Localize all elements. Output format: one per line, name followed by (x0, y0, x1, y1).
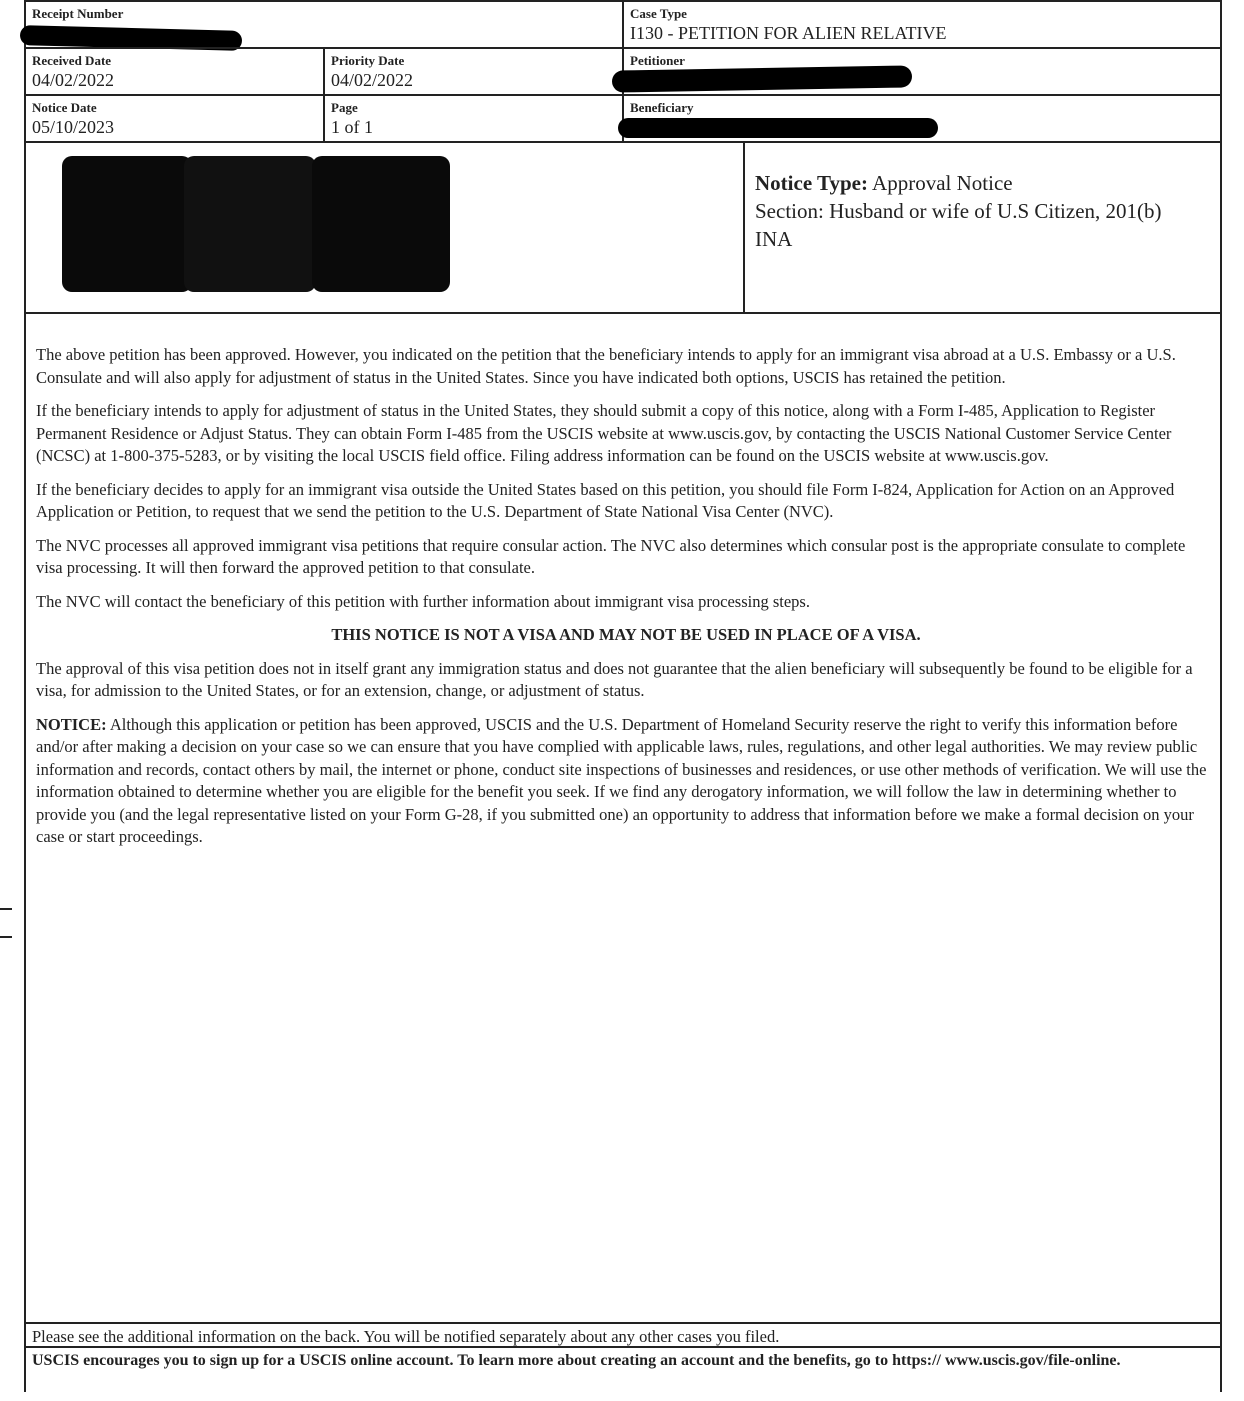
section-line: Section: Husband or wife of U.S Citizen, 201(b) (755, 199, 1162, 223)
priority-date-value: 04/02/2022 (331, 70, 414, 90)
notice-type-line (755, 169, 1210, 197)
case-type-value: I130 - PETITION FOR ALIEN RELATIVE (630, 23, 947, 43)
received-date-cell (24, 47, 325, 96)
case-type-cell (622, 0, 1222, 49)
margin-mark (0, 936, 12, 938)
beneficiary-label: Beneficiary (630, 100, 694, 115)
notice-type-value: Approval Notice (872, 171, 1013, 195)
received-date-label: Received Date (32, 53, 112, 68)
page-label: Page (331, 100, 358, 115)
redacted-logo-block (184, 156, 316, 292)
redacted-beneficiary-name (618, 118, 938, 138)
case-type-label: Case Type (630, 6, 687, 21)
notice-label: NOTICE: (36, 714, 107, 734)
redacted-logo-block (62, 156, 192, 292)
notice-date-cell (24, 94, 325, 143)
notice-text: Although this application or petition has been approved, USCIS and the U.S. Department of Homeland Security reserve the right to verify this information before and/or after making a decision on your case so we can ensure that you have complied with applicable laws, rules, regulations, and other legal authorities. We may review public information and records, contact others by mail, the internet or phone, conduct site inspections of businesses and residences, or use other methods of verification. We will use the information obtained to determine whether you are eligible for the benefit you seek. If we find any derogatory information, we will follow the law in determining whether to provide you (and the legal representative listed on your Form G-28, if you submitted one) an opportunity to address that information before we make a formal decision on your case or start proceedings. (36, 714, 1207, 846)
petitioner-label: Petitioner (630, 53, 685, 68)
received-date-value: 04/02/2022 (32, 70, 115, 90)
body-text (36, 344, 1216, 860)
notice-date-label: Notice Date (32, 100, 97, 115)
paragraph: The approval of this visa petition does not in itself grant any immigration status and does not guarantee that the alien beneficiary will subsequently be found to be eligible for a visa, for admission to the United States, or for an extension, change, or adjustment of status. (36, 658, 1193, 700)
logo-cell (24, 141, 745, 314)
not-a-visa-warning: THIS NOTICE IS NOT A VISA AND MAY NOT BE USED IN PLACE OF A VISA. (331, 625, 921, 644)
margin-mark (0, 908, 12, 910)
section-line: INA (755, 227, 793, 251)
page-cell (323, 94, 624, 143)
notice-type-cell (743, 141, 1222, 314)
notice-date-value: 05/10/2023 (32, 117, 115, 137)
priority-date-cell (323, 47, 624, 96)
approval-notice-document (24, 0, 1222, 1401)
paragraph: If the beneficiary decides to apply for an immigrant visa outside the United States based on this petition, you should file Form I-824, Application for Action on an Approved Application or Petition, to request that we send the petition to the U.S. Department of State National Visa Center (NVC). (36, 479, 1175, 521)
footer-line-1: Please see the additional information on the back. You will be notified separately about any other cases you filed. (32, 1327, 780, 1346)
receipt-number-label: Receipt Number (32, 6, 124, 21)
footer-line-2: USCIS encourages you to sign up for a USCIS online account. To learn more about creating an account and the benefits, go to https:// www.uscis.gov/file-online. (32, 1352, 1121, 1369)
paragraph: If the beneficiary intends to apply for adjustment of status in the United States, they should submit a copy of this notice, along with a Form I-485, Application to Register Permanent Residence or Adjust Status. They can obtain Form I-485 from the USCIS website at www.uscis.gov, by contacting the USCIS National Customer Service Center (NCSC) at 1-800-375-5283, or by visiting the local USCIS field office. Filing address information can be found on the USCIS website at www.uscis.gov. (36, 401, 1172, 465)
footer-online-account (24, 1346, 1222, 1392)
paragraph: The NVC processes all approved immigrant visa petitions that require consular action. The NVC also determines which consular post is the appropriate consulate to complete visa processing. It will then forward the approved petition to that consulate. (36, 535, 1186, 577)
notice-paragraph (36, 714, 1216, 849)
notice-type-label: Notice Type: (755, 171, 868, 195)
page-value: 1 of 1 (331, 117, 373, 137)
priority-date-label: Priority Date (331, 53, 405, 68)
redacted-logo-block (312, 156, 450, 292)
paragraph: The NVC will contact the beneficiary of this petition with further information about immigrant visa processing steps. (36, 591, 810, 611)
paragraph: The above petition has been approved. However, you indicated on the petition that the beneficiary intends to apply for an immigrant visa abroad at a U.S. Embassy or a U.S. Consulate and will also apply for adjustment of status in the United States. Since you have indicated both options, USCIS has retained the petition. (36, 345, 1176, 387)
footer-additional-info (24, 1322, 1222, 1348)
